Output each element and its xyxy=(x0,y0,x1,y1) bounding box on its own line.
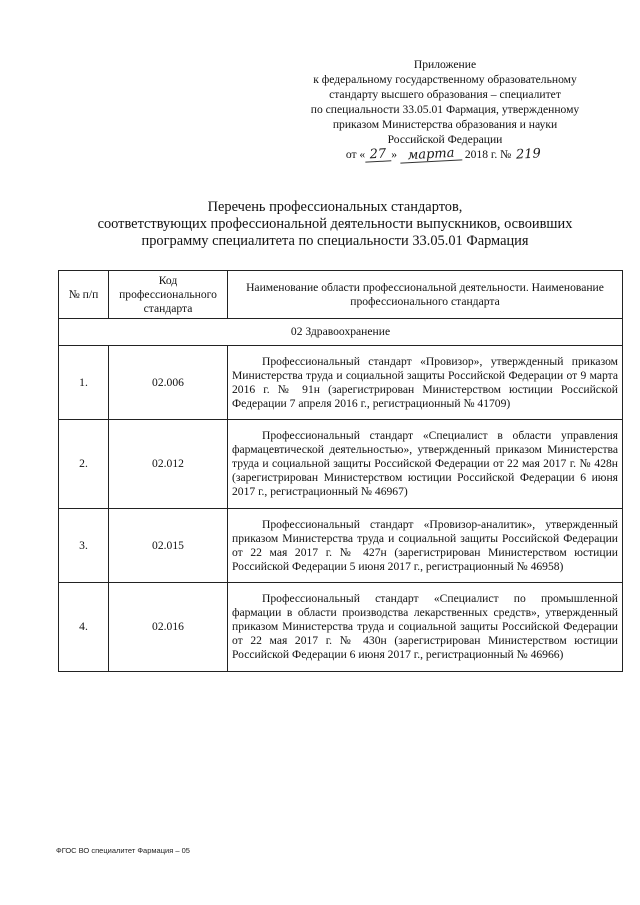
title-line: соответствующих профессиональной деятельности выпускников, освоивших xyxy=(97,216,573,232)
header-num: № п/п xyxy=(59,271,109,319)
standards-table xyxy=(58,270,623,672)
row-name: Профессиональный стандарт «Провизор-аналитик», утвержденный приказом Министерства труда и социальной защиты Российской Федерации от 22 мая 2017 г. № 427н (зарегистрирован Министерством юстиции Российской Федерации 5 июня 2017 г., регистрационный № 46958) xyxy=(232,517,618,573)
document-title xyxy=(40,199,630,250)
page-footer: ФГОС ВО специалитет Фармация – 05 xyxy=(56,846,190,855)
appendix-line: приказом Министерства образования и науки xyxy=(332,118,558,131)
row-num: 3. xyxy=(59,509,109,583)
header-name: Наименование области профессиональной деятельности. Наименование профессионального стандарта xyxy=(228,271,623,319)
row-name: Профессиональный стандарт «Специалист по промышленной фармации в области производства лекарственных средств», утвержденный приказом Министерства труда и социальной защиты Российской Федерации от 22 мая 2017 г. № 430н (зарегистрирован Министерством юстиции Российской Федерации 6 июня 2017 г., регистрационный № 46966) xyxy=(232,592,618,661)
row-code: 02.016 xyxy=(109,583,228,672)
date-mid: » xyxy=(391,148,398,161)
table-row xyxy=(59,509,623,583)
row-name-cell xyxy=(228,346,623,420)
handwritten-month: марта xyxy=(400,146,463,163)
section-title: 02 Здравоохранение xyxy=(59,319,623,346)
section-row xyxy=(59,319,623,346)
row-num: 1. xyxy=(59,346,109,420)
appendix-line: Российской Федерации xyxy=(387,133,503,146)
order-date-line xyxy=(290,147,600,162)
row-code: 02.015 xyxy=(109,509,228,583)
title-line: Перечень профессиональных стандартов, xyxy=(207,199,463,215)
appendix-line: к федеральному государственному образовательному xyxy=(313,73,577,86)
handwritten-day: 27 xyxy=(365,147,392,162)
row-code: 02.006 xyxy=(109,346,228,420)
table-row xyxy=(59,420,623,509)
appendix-line: по специальности 33.05.01 Фармация, утвержденному xyxy=(310,103,580,116)
row-name-cell xyxy=(228,509,623,583)
appendix-block xyxy=(290,57,600,162)
table-row xyxy=(59,346,623,420)
date-prefix: от « xyxy=(345,148,366,161)
row-num: 2. xyxy=(59,420,109,509)
row-code: 02.012 xyxy=(109,420,228,509)
date-year: 2018 г. № xyxy=(464,148,512,161)
row-num: 4. xyxy=(59,583,109,672)
row-name: Профессиональный стандарт «Специалист в области управления фармацевтической деятельностью», утвержденный приказом Министерства труда и социальной защиты Российской Федерации от 22 мая 2017 г. № 428н (зарегистрирован Министерством юстиции Российской Федерации 6 июня 2017 г., регистрационный № 46967) xyxy=(232,429,618,498)
table-row xyxy=(59,583,623,672)
title-line: программу специалитета по специальности 33.05.01 Фармация xyxy=(141,233,529,249)
table-header-row xyxy=(59,271,623,319)
handwritten-order-number: 219 xyxy=(515,146,542,163)
row-name-cell xyxy=(228,420,623,509)
row-name-cell xyxy=(228,583,623,672)
header-code: Код профессионального стандарта xyxy=(109,271,228,319)
row-name: Профессиональный стандарт «Провизор», утвержденный приказом Министерства труда и социальной защиты Российской Федерации от 9 марта 2016 г. № 91н (зарегистрирован Министерством юстиции Российской Федерации 7 апреля 2016 г., регистрационный № 41709) xyxy=(232,354,618,410)
appendix-line: Приложение xyxy=(413,58,477,71)
appendix-line: стандарту высшего образования – специалитет xyxy=(329,88,561,101)
